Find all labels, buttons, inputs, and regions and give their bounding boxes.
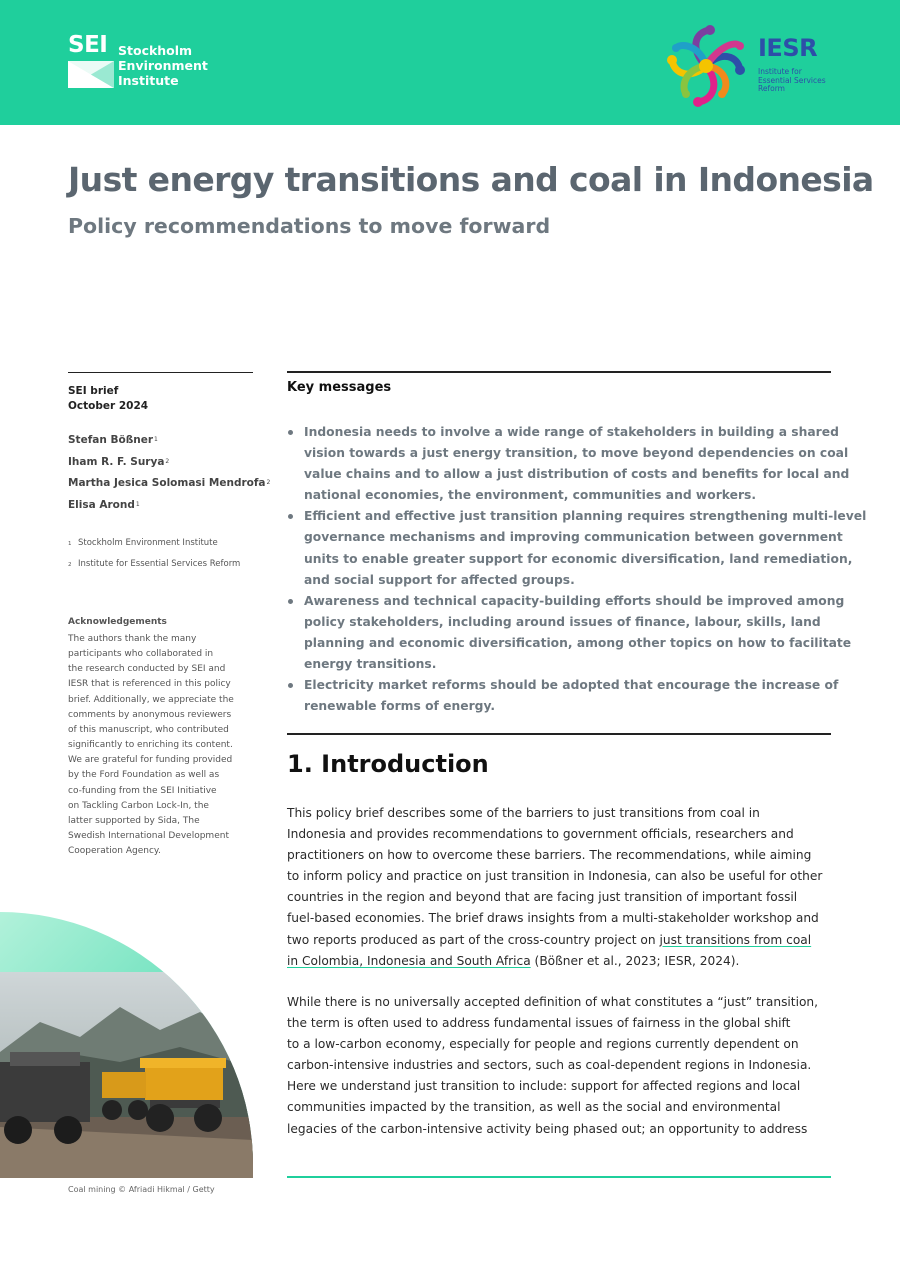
key-message-line: national economies, the environment, communities and workers. — [304, 488, 757, 503]
sei-logo-letters: SEI — [68, 32, 108, 58]
footer-accent-rule — [287, 1176, 831, 1178]
paragraph-line — [287, 930, 835, 951]
acknowledgements-line: We are grateful for funding provided — [68, 755, 233, 766]
key-message — [287, 422, 850, 506]
paragraph-line: legacies of the carbon-intensive activity being phased out; an opportunity to address — [287, 1121, 808, 1136]
introduction-paragraph — [287, 992, 835, 1140]
author-name: Elisa Arond — [68, 498, 135, 511]
affiliation-number: 1 — [68, 541, 72, 547]
affiliation-list — [68, 533, 268, 575]
author-name: Martha Jesica Solomasi Mendrofa — [68, 477, 266, 489]
affiliation-name: Stockholm Environment Institute — [78, 538, 218, 548]
paragraph-line: to a low-carbon economy, especially for people and regions currently dependent on — [287, 1037, 799, 1052]
acknowledgements-line: Cooperation Agency. — [68, 846, 161, 857]
paragraph-line: countries in the region and beyond that are facing just transition of important fossil — [287, 890, 798, 905]
author — [68, 473, 271, 495]
author-affiliation-mark: 1 — [154, 436, 158, 443]
acknowledgements-line: The authors thank the many — [68, 634, 197, 644]
bullet-icon — [288, 430, 293, 435]
key-message-line: Indonesia needs to involve a wide range of stakeholders in building a shared — [304, 425, 839, 439]
iesr-logo — [660, 20, 850, 112]
author-name: Iham R. F. Surya — [68, 455, 165, 468]
key-messages-list — [287, 422, 867, 717]
paragraph-line: to inform policy and practice on just transition in Indonesia, can also be useful for other — [287, 869, 823, 884]
key-messages-bottom-rule — [287, 733, 831, 735]
acknowledgements-text — [68, 632, 253, 859]
paragraph-line: the term is often used to address fundamental issues of fairness in the global shift — [287, 1016, 791, 1031]
key-message — [287, 675, 839, 717]
coal-mining-photo — [0, 912, 253, 1178]
author — [68, 452, 268, 474]
introduction-paragraph — [287, 803, 835, 972]
paragraph-line: Here we understand just transition to include: support for affected regions and local — [287, 1079, 801, 1094]
left-column-rule — [68, 372, 253, 373]
acknowledgements-line: of this manuscript, who contributed — [68, 724, 229, 735]
key-message-line: planning and economic diversification, among other topics on how to facilitate — [304, 635, 852, 650]
iesr-logo-mark — [660, 20, 752, 112]
acknowledgements-line: Swedish International Development — [68, 831, 229, 842]
paragraph-text: two reports produced as part of the cross-country project on — [287, 932, 660, 947]
acknowledgements-line: comments by anonymous reviewers — [68, 709, 232, 720]
acknowledgements-heading: Acknowledgements — [68, 617, 167, 627]
key-message-line: Awareness and technical capacity-building efforts should be improved among — [304, 593, 845, 608]
paragraph-line: carbon-intensive industries and sectors, such as coal-dependent regions in Indonesia. — [287, 1058, 812, 1073]
paragraph-line: practitioners on how to overcome these barriers. The recommendations, while aiming — [287, 848, 812, 863]
author — [68, 430, 268, 452]
acknowledgements-line: co-funding from the SEI Initiative — [68, 785, 217, 796]
key-message-line: policy stakeholders, including around issues of finance, labour, skills, land — [304, 614, 821, 629]
key-message-line: units to enable greater support for economic diversification, land remediation, — [304, 551, 853, 566]
header-band — [0, 0, 900, 125]
paragraph-line: This policy brief describes some of the barriers to just transitions from coal in — [287, 806, 760, 820]
key-message — [287, 506, 867, 590]
acknowledgements-line: IESR that is referenced in this policy — [68, 679, 231, 690]
acknowledgements-line: by the Ford Foundation as well as — [68, 770, 220, 781]
paragraph-line: communities impacted by the transition, as well as the social and environmental — [287, 1100, 781, 1115]
project-link[interactable]: just transitions from coal — [659, 932, 812, 947]
key-messages-heading: Key messages — [287, 380, 392, 395]
document-title: Just energy transitions and coal in Indonesia — [68, 160, 874, 199]
author-name: Stefan Bößner — [68, 434, 154, 446]
iesr-logo-subtitle: Institute for Essential Services Reform — [758, 67, 826, 93]
key-message-line: governance mechanisms and improving communication between government — [304, 530, 843, 545]
key-message-line: energy transitions. — [304, 657, 437, 672]
author-affiliation-mark: 2 — [266, 479, 271, 486]
author-affiliation-mark: 2 — [165, 457, 170, 465]
affiliation — [68, 554, 268, 575]
acknowledgements-line: participants who collaborated in — [68, 649, 214, 660]
affiliation — [68, 533, 268, 554]
author-affiliation-mark: 1 — [135, 500, 140, 508]
paragraph-line: fuel-based economies. The brief draws insights from a multi-stakeholder workshop and — [287, 911, 819, 926]
project-link-continued[interactable]: in Colombia, Indonesia and South Africa — [287, 953, 531, 968]
paragraph-line: While there is no universally accepted definition of what constitutes a “just” transition, — [287, 995, 819, 1009]
paragraph-text: (Bößner et al., 2023; IESR, 2024). — [530, 953, 740, 968]
brief-date: October 2024 — [68, 400, 149, 412]
author-list — [68, 430, 271, 516]
author — [68, 495, 268, 517]
photo-credit: Coal mining © Afriadi Hikmal / Getty — [68, 1185, 215, 1194]
key-message-line: renewable forms of energy. — [304, 699, 496, 714]
key-message-line: value chains and to allow a just distribution of costs and benefits for local and — [304, 467, 850, 482]
bullet-icon — [288, 683, 293, 688]
key-message-line: Efficient and effective just transition planning requires strengthening multi-level — [304, 509, 867, 524]
sei-logo — [68, 34, 208, 90]
key-message-line: Electricity market reforms should be adopted that encourage the increase of — [304, 678, 839, 693]
key-message — [287, 591, 852, 675]
key-message-line: vision towards a just energy transition, to move beyond dependencies on coal — [304, 446, 849, 461]
document-subtitle: Policy recommendations to move forward — [68, 214, 551, 238]
key-message-line: and social support for affected groups. — [304, 572, 575, 587]
acknowledgements-line: the research conducted by SEI and — [68, 664, 226, 675]
bullet-icon — [288, 599, 293, 604]
brief-type: SEI brief — [68, 385, 119, 397]
acknowledgements-line: brief. Additionally, we appreciate the — [68, 694, 234, 705]
iesr-logo-name: IESR — [758, 34, 818, 62]
bullet-icon — [288, 514, 293, 519]
paragraph-line: Indonesia and provides recommendations to government officials, researchers and — [287, 827, 794, 842]
acknowledgements-line: latter supported by Sida, The — [68, 815, 200, 826]
acknowledgements-line: on Tackling Carbon Lock-In, the — [68, 800, 209, 811]
affiliation-name: Institute for Essential Services Reform — [78, 559, 241, 569]
paragraph-line — [287, 951, 835, 972]
sei-logo-name: Stockholm Environment Institute — [118, 43, 208, 88]
key-messages-top-rule — [287, 371, 831, 373]
acknowledgements-line: significantly to enriching its content. — [68, 740, 233, 751]
affiliation-number: 2 — [68, 562, 72, 568]
introduction-heading: 1. Introduction — [287, 750, 489, 778]
